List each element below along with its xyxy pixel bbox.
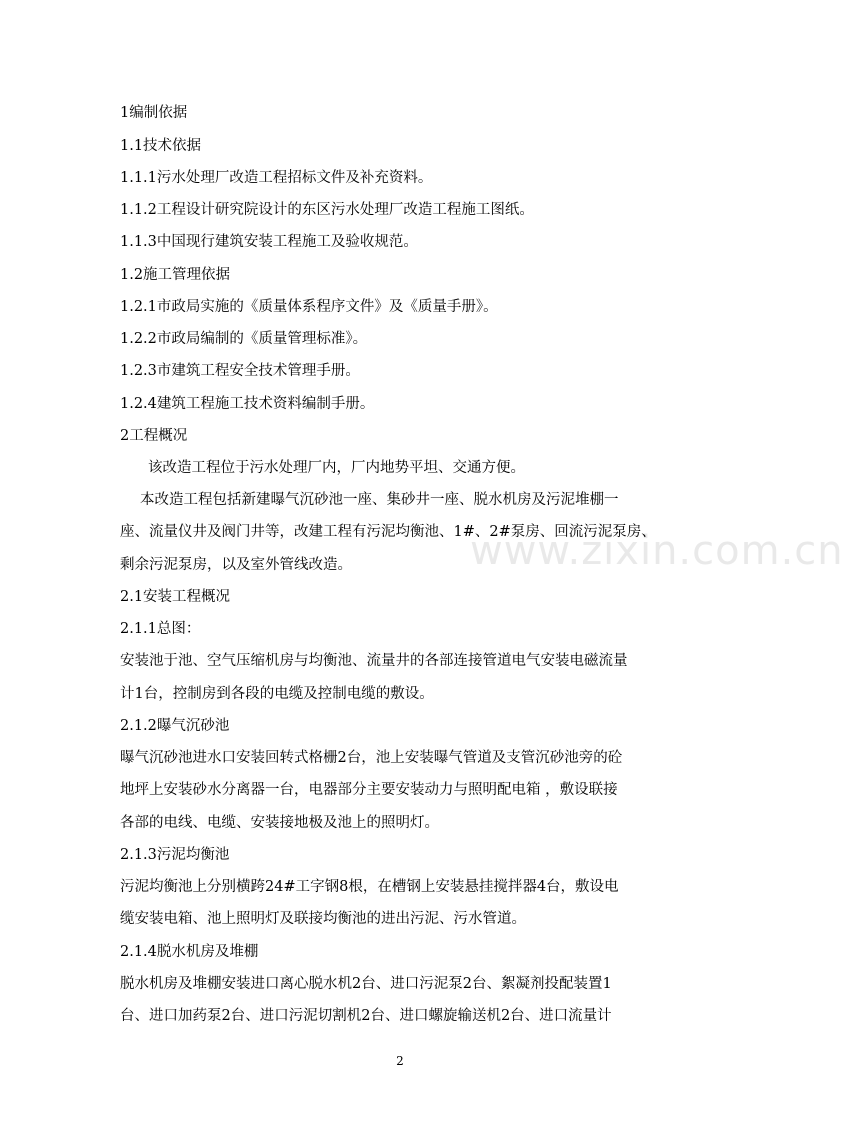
- item-1-2-3: 1.2.3市建筑工程安全技术管理手册。: [120, 363, 360, 379]
- paragraph-line: 缆安装电箱、池上照明灯及联接均衡池的进出污泥、污水管道。: [120, 911, 526, 927]
- paragraph-line: 该改造工程位于污水处理厂内，厂内地势平坦、交通方便。: [148, 460, 525, 476]
- paragraph-line: 台、进口加药泵2台、进口污泥切割机2台、进口螺旋输送机2台、进口流量计: [120, 1008, 612, 1024]
- item-1-1-2: 1.1.2工程设计研究院设计的东区污水处理厂改造工程施工图纸。: [120, 202, 534, 218]
- item-1-2-4: 1.2.4建筑工程施工技术资料编制手册。: [120, 396, 375, 412]
- paragraph-line: 污泥均衡池上分别横跨24#工字钢8根，在槽钢上安装悬挂搅拌器4台，敷设电: [120, 879, 619, 895]
- paragraph-line: 计1台，控制房到各段的电缆及控制电缆的敷设。: [120, 686, 434, 702]
- paragraph-line: 本改造工程包括新建曝气沉砂池一座、集砂井一座、脱水机房及污泥堆棚一: [140, 492, 619, 508]
- item-1-1-3: 1.1.3中国现行建筑安装工程施工及验收规范。: [120, 234, 418, 250]
- paragraph-line: 剩余污泥泵房，以及室外管线改造。: [120, 557, 352, 573]
- paragraph-line: 座、流量仪井及阀门井等，改建工程有污泥均衡池、1#、2#泵房、回流污泥泵房、: [120, 524, 656, 540]
- paragraph-line: 脱水机房及堆棚安装进口离心脱水机2台、进口污泥泵2台、絮凝剂投配装置1: [120, 976, 612, 992]
- paragraph-line: 安装池于池、空气压缩机房与均衡池、流量井的各部连接管道电气安装电磁流量: [120, 653, 628, 669]
- heading-2-1-4: 2.1.4脱水机房及堆棚: [120, 944, 259, 960]
- heading-1-1: 1.1技术依据: [120, 138, 202, 154]
- watermark: www.zixin.com.cn: [470, 528, 844, 574]
- heading-2-1-3: 2.1.3污泥均衡池: [120, 847, 230, 863]
- heading-2-1-1: 2.1.1总图：: [120, 621, 201, 637]
- page-number: 2: [396, 1054, 404, 1068]
- item-1-2-2: 1.2.2市政局编制的《质量管理标准》。: [120, 331, 368, 347]
- paragraph-line: 曝气沉砂池进水口安装回转式格栅2台，池上安装曝气管道及支管沉砂池旁的砼: [120, 750, 623, 766]
- heading-2-1-2: 2.1.2曝气沉砂池: [120, 718, 230, 734]
- heading-1: 1编制依据: [120, 105, 188, 121]
- heading-2: 2工程概况: [120, 428, 188, 444]
- item-1-1-1: 1.1.1污水处理厂改造工程招标文件及补充资料。: [120, 170, 433, 186]
- heading-2-1: 2.1安装工程概况: [120, 589, 231, 605]
- heading-1-2: 1.2施工管理依据: [120, 267, 231, 283]
- paragraph-line: 地坪上安装砂水分离器一台，电器部分主要安装动力与照明配电箱 ，敷设联接: [120, 782, 618, 798]
- item-1-2-1: 1.2.1市政局实施的《质量体系程序文件》及《质量手册》。: [120, 299, 498, 315]
- paragraph-line: 各部的电线、电缆、安装接地极及池上的照明灯。: [120, 815, 439, 831]
